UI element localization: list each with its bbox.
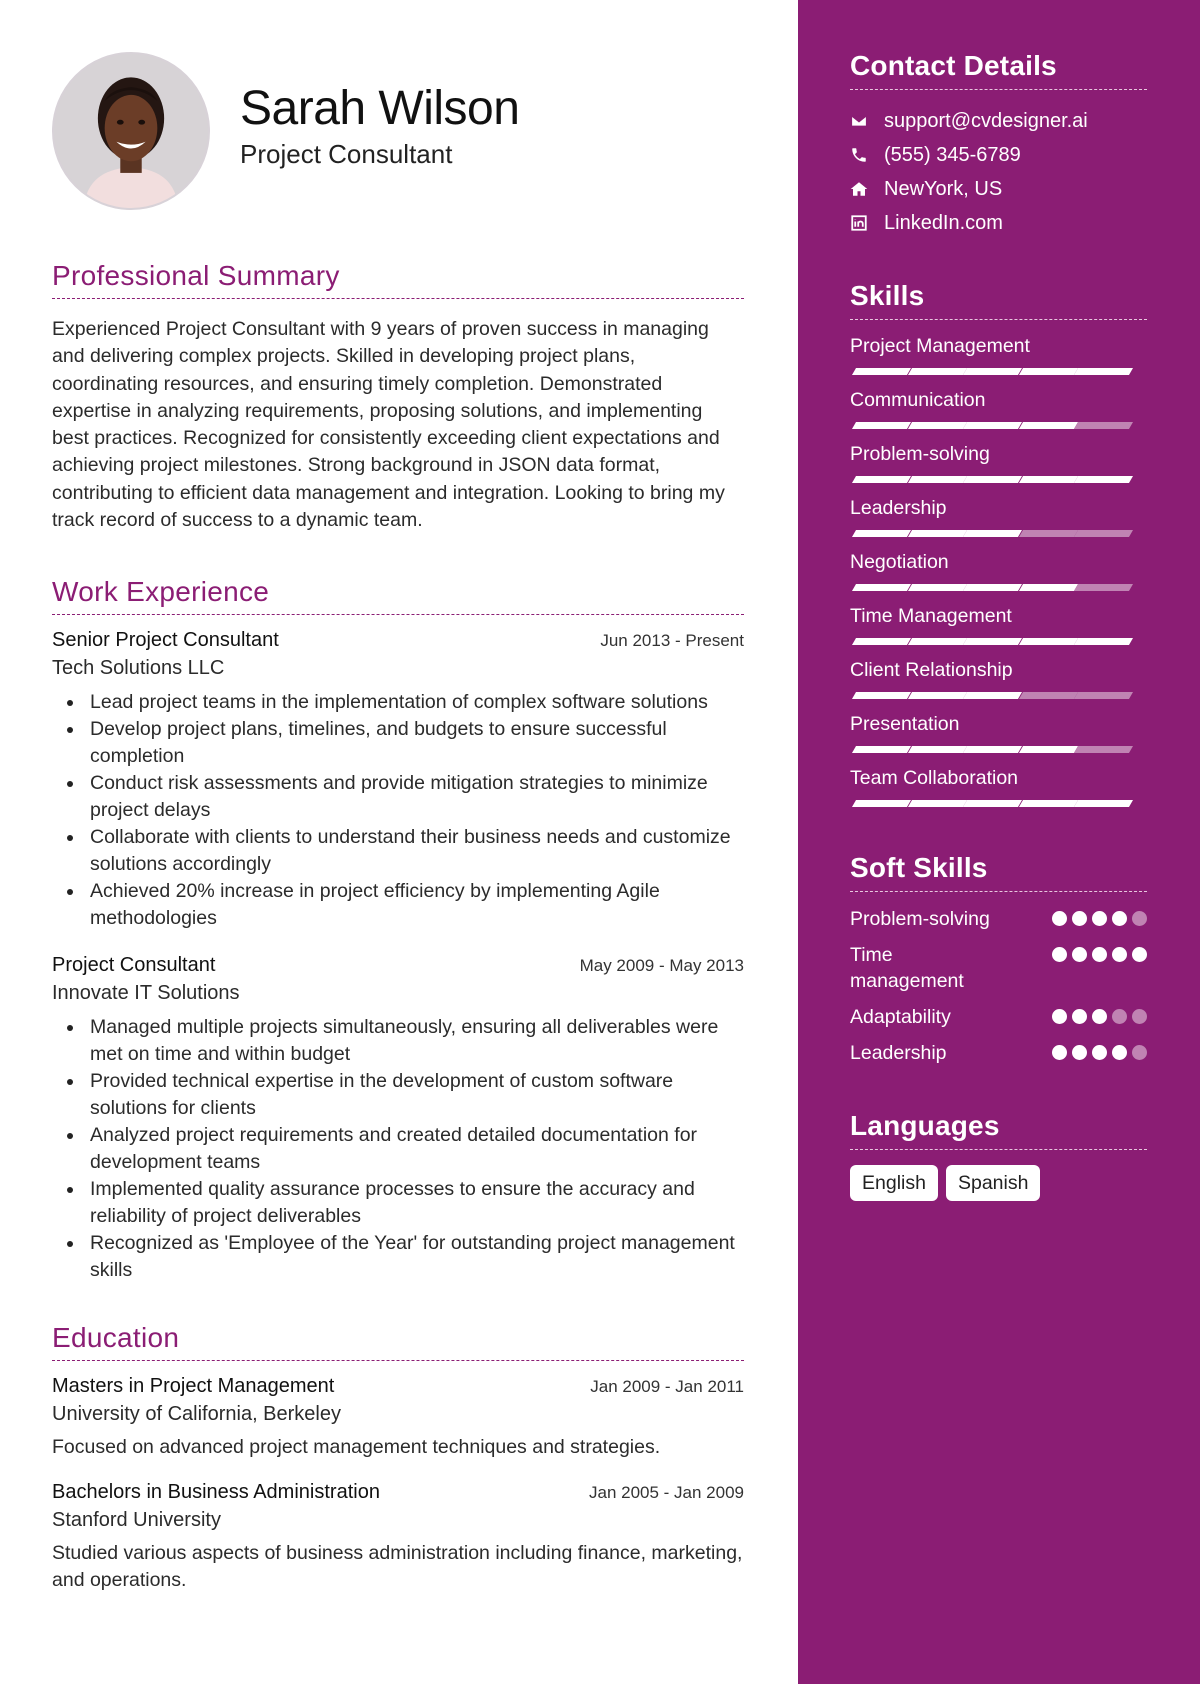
rating-dot-filled	[1072, 947, 1087, 962]
job-entry	[52, 954, 744, 1284]
soft-skill-item	[850, 906, 1147, 932]
soft-skills-list	[850, 906, 1147, 1066]
home-icon	[850, 180, 884, 198]
soft-skill-name: Leadership	[850, 1042, 947, 1064]
skill-item	[850, 604, 1147, 646]
rating-dot-filled	[1052, 1045, 1067, 1060]
soft-skill-item	[850, 1040, 1147, 1066]
rating-dot-empty	[1112, 1009, 1127, 1024]
skill-segment-filled	[963, 800, 1022, 807]
skill-rating-bar	[850, 422, 1147, 430]
person-name: Sarah Wilson	[240, 81, 520, 135]
soft-skill-name: Time management	[850, 944, 964, 992]
skill-segment-filled	[963, 368, 1022, 375]
skill-segment-filled	[1074, 368, 1133, 375]
skill-segment-filled	[907, 638, 966, 645]
skill-rating-bar	[850, 692, 1147, 700]
job-date: Jun 2013 - Present	[600, 631, 744, 651]
skill-segment-empty	[1074, 692, 1133, 699]
job-bullets	[52, 1014, 744, 1284]
skill-segment-filled	[907, 800, 966, 807]
job-date: May 2009 - May 2013	[579, 956, 744, 976]
bullet-item: Implemented quality assurance processes to ensure the accuracy and reliability of project deliverables	[52, 1176, 744, 1230]
job-company: Tech Solutions LLC	[52, 657, 225, 680]
education-date: Jan 2005 - Jan 2009	[588, 1483, 744, 1503]
skill-rating-bar	[850, 368, 1147, 376]
job-entry	[52, 629, 744, 932]
summary-title: Professional Summary	[52, 260, 744, 299]
education-description: Studied various aspects of business administration including finance, marketing, and operations.	[52, 1542, 743, 1592]
skill-segment-filled	[1018, 746, 1077, 753]
skill-segment-filled	[852, 638, 911, 645]
skill-segment-filled	[1018, 422, 1077, 429]
education-title: Education	[52, 1322, 744, 1361]
rating-dot-filled	[1112, 947, 1127, 962]
school-name: Stanford University	[52, 1509, 221, 1532]
rating-dot-filled	[1052, 911, 1067, 926]
skill-segment-empty	[1074, 530, 1133, 537]
degree-title: Masters in Project Management	[52, 1375, 335, 1398]
language-tag: Spanish	[946, 1165, 1040, 1201]
skill-rating-bar	[850, 530, 1147, 538]
education-section	[52, 1322, 744, 1594]
skill-name: Time Management	[850, 605, 1012, 627]
rating-dot-empty	[1132, 1045, 1147, 1060]
bullet-item: Conduct risk assessments and provide mitigation strategies to minimize project delays	[52, 770, 744, 824]
skill-item	[850, 496, 1147, 538]
rating-dot-empty	[1132, 911, 1147, 926]
bullet-item: Achieved 20% increase in project efficiency by implementing Agile methodologies	[52, 878, 744, 932]
skill-segment-filled	[963, 422, 1022, 429]
rating-dot-filled	[1072, 1009, 1087, 1024]
skill-segment-empty	[1018, 692, 1077, 699]
skill-segment-filled	[852, 692, 911, 699]
rating-dot-filled	[1052, 947, 1067, 962]
skill-segment-empty	[1018, 530, 1077, 537]
rating-dot-filled	[1092, 1009, 1107, 1024]
name-block	[240, 81, 519, 170]
phone-icon	[850, 146, 884, 164]
skill-segment-filled	[907, 530, 966, 537]
skills-title: Skills	[850, 280, 1147, 320]
skill-name: Leadership	[850, 497, 947, 519]
skill-segment-filled	[1018, 800, 1077, 807]
soft-skill-item	[850, 1004, 1147, 1030]
soft-skill-rating	[1052, 942, 1147, 962]
job-title: Project Consultant	[52, 954, 216, 977]
bullet-item: Recognized as 'Employee of the Year' for outstanding project management skills	[52, 1230, 744, 1284]
rating-dot-filled	[1092, 911, 1107, 926]
skill-segment-filled	[852, 422, 911, 429]
skill-segment-filled	[907, 476, 966, 483]
skill-segment-filled	[907, 746, 966, 753]
skill-item	[850, 658, 1147, 700]
job-bullets	[52, 689, 744, 932]
resume-header	[52, 52, 744, 210]
rating-dot-filled	[1132, 947, 1147, 962]
skill-segment-filled	[1018, 476, 1077, 483]
contact-linkedin[interactable]	[850, 206, 1147, 240]
rating-dot-filled	[1112, 911, 1127, 926]
sidebar	[798, 0, 1200, 1684]
skill-item	[850, 442, 1147, 484]
education-entry	[52, 1375, 744, 1461]
soft-skill-name: Problem-solving	[850, 908, 990, 930]
skill-segment-empty	[1074, 422, 1133, 429]
skill-name: Project Management	[850, 335, 1030, 357]
rating-dot-empty	[1132, 1009, 1147, 1024]
avatar	[52, 52, 210, 210]
envelope-icon	[850, 112, 884, 130]
skill-segment-filled	[852, 746, 911, 753]
rating-dot-filled	[1072, 911, 1087, 926]
rating-dot-filled	[1092, 1045, 1107, 1060]
job-company: Innovate IT Solutions	[52, 982, 240, 1005]
bullet-item: Collaborate with clients to understand their business needs and customize solutions accordingly	[52, 824, 744, 878]
bullet-item: Analyzed project requirements and created detailed documentation for development teams	[52, 1122, 744, 1176]
skill-segment-filled	[907, 368, 966, 375]
skill-segment-filled	[852, 800, 911, 807]
skill-item	[850, 388, 1147, 430]
skill-rating-bar	[850, 746, 1147, 754]
contact-location-text: NewYork, US	[884, 177, 1003, 200]
skill-segment-empty	[1074, 746, 1133, 753]
rating-dot-filled	[1072, 1045, 1087, 1060]
school-name: University of California, Berkeley	[52, 1403, 341, 1426]
skill-segment-filled	[907, 584, 966, 591]
contact-email-text: support@cvdesigner.ai	[884, 109, 1088, 132]
contact-phone-text: (555) 345-6789	[884, 143, 1021, 166]
skill-segment-filled	[1018, 638, 1077, 645]
work-title: Work Experience	[52, 576, 744, 615]
skill-segment-filled	[963, 638, 1022, 645]
language-tag: English	[850, 1165, 938, 1201]
skill-item	[850, 334, 1147, 376]
summary-section	[52, 260, 744, 534]
skill-item	[850, 712, 1147, 754]
skill-item	[850, 550, 1147, 592]
skill-segment-filled	[1074, 476, 1133, 483]
portrait-photo	[54, 54, 208, 208]
job-title: Senior Project Consultant	[52, 629, 279, 652]
skill-segment-filled	[907, 422, 966, 429]
skill-name: Team Collaboration	[850, 767, 1019, 789]
skill-rating-bar	[850, 476, 1147, 484]
person-role: Project Consultant	[240, 138, 453, 169]
soft-skill-rating	[1052, 906, 1147, 926]
bullet-item: Managed multiple projects simultaneously, ensuring all deliverables were met on time and within budget	[52, 1014, 744, 1068]
contact-phone[interactable]	[850, 138, 1147, 172]
soft-skills-section	[850, 852, 1147, 1066]
skill-segment-filled	[852, 530, 911, 537]
rating-dot-filled	[1092, 947, 1107, 962]
skill-name: Communication	[850, 389, 986, 411]
soft-skills-title: Soft Skills	[850, 852, 1147, 892]
rating-dot-filled	[1052, 1009, 1067, 1024]
soft-skill-name: Adaptability	[850, 1006, 951, 1028]
skill-name: Problem-solving	[850, 443, 990, 465]
bullet-item: Provided technical expertise in the development of custom software solutions for clients	[52, 1068, 744, 1122]
skill-segment-filled	[1074, 800, 1133, 807]
skill-rating-bar	[850, 584, 1147, 592]
soft-skill-rating	[1052, 1004, 1147, 1024]
soft-skill-item	[850, 942, 1147, 994]
skill-segment-filled	[963, 530, 1022, 537]
work-section	[52, 576, 744, 1284]
skill-segment-filled	[1018, 584, 1077, 591]
languages-title: Languages	[850, 1110, 1147, 1150]
skill-rating-bar	[850, 800, 1147, 808]
skill-segment-filled	[963, 476, 1022, 483]
skill-segment-filled	[852, 476, 911, 483]
skill-name: Client Relationship	[850, 659, 1013, 681]
contact-title: Contact Details	[850, 50, 1147, 90]
skills-section	[850, 280, 1147, 808]
education-description: Focused on advanced project management techniques and strategies.	[52, 1436, 661, 1459]
bullet-item: Lead project teams in the implementation of complex software solutions	[52, 689, 744, 716]
skill-name: Negotiation	[850, 551, 949, 573]
summary-text: Experienced Project Consultant with 9 years of proven success in managing and delivering complex projects. Skilled in developing project plans, coordinating resources, and ensuring timely completion. Demonstrated expertise in analyzing requirements, proposing solutions, and implementing best practices. Recognized for consistently exceeding client expectations and achieving project milestones. Strong background in JSON data format, contributing to efficient data management and integration. Looking to bring my track record of success to a dynamic team.	[52, 318, 725, 532]
skill-item	[850, 766, 1147, 808]
languages-section	[850, 1110, 1147, 1201]
bullet-item: Develop project plans, timelines, and budgets to ensure successful completion	[52, 716, 744, 770]
skill-segment-filled	[907, 692, 966, 699]
skill-segment-filled	[1074, 638, 1133, 645]
contact-email[interactable]	[850, 104, 1147, 138]
skill-segment-filled	[852, 584, 911, 591]
contact-section	[850, 50, 1147, 240]
skill-segment-filled	[852, 368, 911, 375]
skill-segment-filled	[1018, 368, 1077, 375]
linkedin-icon	[850, 214, 884, 232]
skill-segment-filled	[963, 746, 1022, 753]
contact-linkedin-text: LinkedIn.com	[884, 211, 1003, 234]
skills-list	[850, 334, 1147, 808]
skill-segment-empty	[1074, 584, 1133, 591]
rating-dot-filled	[1112, 1045, 1127, 1060]
skill-rating-bar	[850, 638, 1147, 646]
skill-segment-filled	[963, 584, 1022, 591]
language-tags	[850, 1165, 1147, 1201]
contact-location	[850, 172, 1147, 206]
soft-skill-rating	[1052, 1040, 1147, 1060]
education-date: Jan 2009 - Jan 2011	[590, 1377, 744, 1397]
education-entry	[52, 1481, 744, 1594]
skill-segment-filled	[963, 692, 1022, 699]
skill-name: Presentation	[850, 713, 960, 735]
degree-title: Bachelors in Business Administration	[52, 1481, 380, 1504]
